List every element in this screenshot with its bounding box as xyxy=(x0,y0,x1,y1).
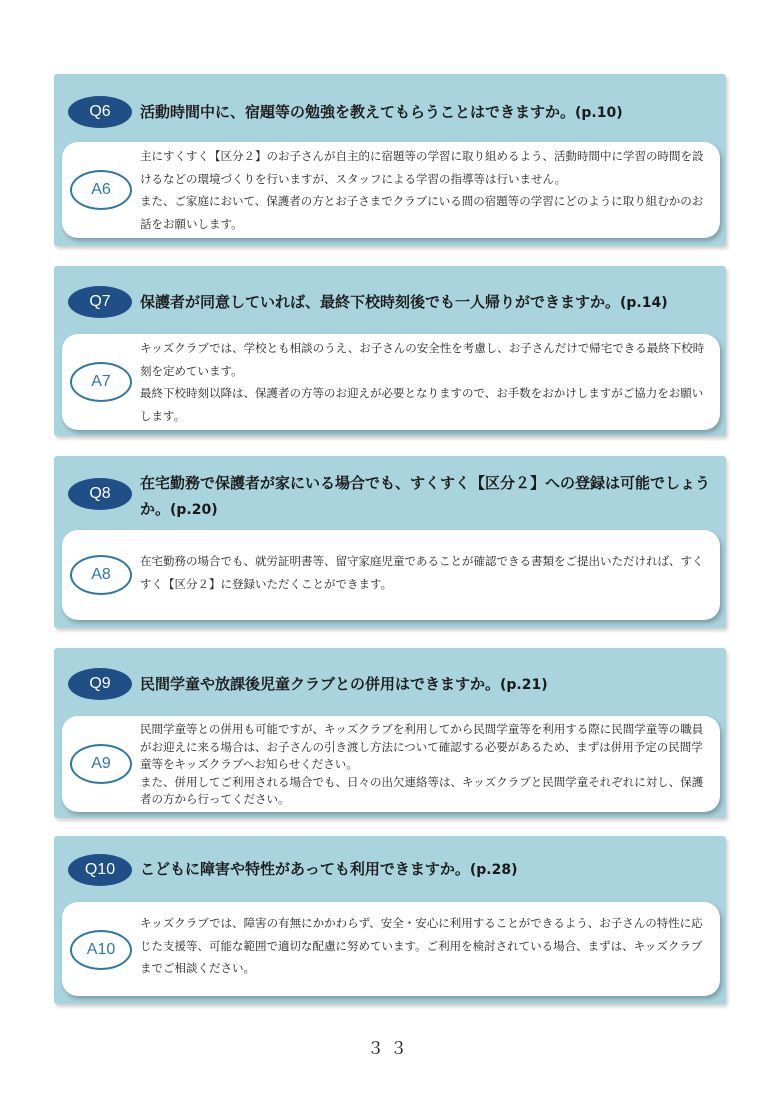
answer-text xyxy=(140,550,712,595)
answer-text xyxy=(140,337,712,427)
question-page-ref: (p.21) xyxy=(500,677,548,693)
question-badge: Q10 xyxy=(68,854,132,886)
question-badge: Q9 xyxy=(68,668,132,700)
faq-item-q7 xyxy=(54,266,726,436)
question-badge: Q6 xyxy=(68,96,132,128)
answer-card xyxy=(62,334,720,430)
faq-item-q8 xyxy=(54,456,726,628)
faq-item-q6 xyxy=(54,74,726,246)
answer-paragraph: また、併用してご利用される場合でも、日々の出欠連絡等は、キッズクラブと民間学童それぞれに対し、保護者の方から行ってください。 xyxy=(140,774,704,806)
question-text xyxy=(140,289,716,316)
question-text xyxy=(140,470,716,523)
answer-text xyxy=(140,721,712,809)
answer-badge: A9 xyxy=(70,744,132,784)
answer-paragraph: また、ご家庭において、保護者の方とお子さまでクラブにいる間の宿題等の学習にどのように取り組むかのお話をお願いします。 xyxy=(140,194,704,231)
answer-paragraph: キッズクラブでは、障害の有無にかかわらず、安全・安心に利用することができるよう、お子さんの特性に応じた支援等、可能な範囲で適切な配慮に努めています。ご利用を検討されている場合、まずは、キッズクラブまでご相談ください。 xyxy=(140,916,703,975)
faq-item-q9 xyxy=(54,648,726,818)
answer-card xyxy=(62,902,720,996)
answer-badge: A10 xyxy=(70,930,132,970)
answer-badge: A6 xyxy=(70,170,132,210)
question-body: 活動時間中に、宿題等の勉強を教えてもらうことはできますか。 xyxy=(140,103,576,121)
answer-card xyxy=(62,716,720,812)
question-page-ref: (p.14) xyxy=(620,295,668,311)
answer-paragraph: キッズクラブでは、学校とも相談のうえ、お子さんの安全性を考慮し、お子さんだけで帰宅できる最終下校時刻を定めています。 xyxy=(140,341,705,378)
answer-card xyxy=(62,530,720,620)
question-text xyxy=(140,99,716,126)
answer-paragraph: 在宅勤務の場合でも、就労証明書等、留守家庭児童であることが確認できる書類をご提出いただければ、すくすく【区分２】に登録いただくことができます。 xyxy=(140,554,704,591)
faq-item-q10 xyxy=(54,836,726,1004)
question-page-ref: (p.20) xyxy=(170,502,218,518)
answer-badge: A8 xyxy=(70,555,132,595)
question-body: 在宅勤務で保護者が家にいる場合でも、すくすく【区分２】への登録は可能でしょうか。 xyxy=(140,474,711,518)
answer-paragraph: 民間学童等との併用も可能ですが、キッズクラブを利用してから民間学童等を利用する際に民間学童等の職員がお迎えに来る場合は、お子さんの引き渡し方法について確認する必要があるため、まずは併用予定の民間学童等をキッズクラブへお知らせください。 xyxy=(140,722,704,771)
question-body: こどもに障害や特性があっても利用できますか。 xyxy=(140,860,470,878)
question-page-ref: (p.28) xyxy=(469,862,518,878)
question-badge: Q7 xyxy=(68,286,132,318)
answer-badge: A7 xyxy=(70,362,132,402)
answer-paragraph: 主にすくすく【区分２】のお子さんが自主的に宿題等の学習に取り組めるよう、活動時間中に学習の時間を設けるなどの環境づくりを行いますが、スタッフによる学習の指導等は行いません。 xyxy=(140,149,704,186)
question-body: 保護者が同意していれば、最終下校時刻後でも一人帰りができますか。 xyxy=(140,293,621,311)
question-body: 民間学童や放課後児童クラブとの併用はできますか。 xyxy=(140,675,501,693)
answer-paragraph: 最終下校時刻以降は、保護者の方等のお迎えが必要となりますので、お手数をおかけしますがご協力をお願いします。 xyxy=(140,386,704,423)
answer-text xyxy=(140,912,712,980)
question-page-ref: (p.10) xyxy=(575,105,623,121)
answer-card xyxy=(62,142,720,238)
page-number: ３３ xyxy=(367,1039,413,1059)
question-text xyxy=(140,856,716,883)
question-text xyxy=(140,671,716,698)
question-badge: Q8 xyxy=(68,478,132,510)
answer-text xyxy=(140,145,712,235)
